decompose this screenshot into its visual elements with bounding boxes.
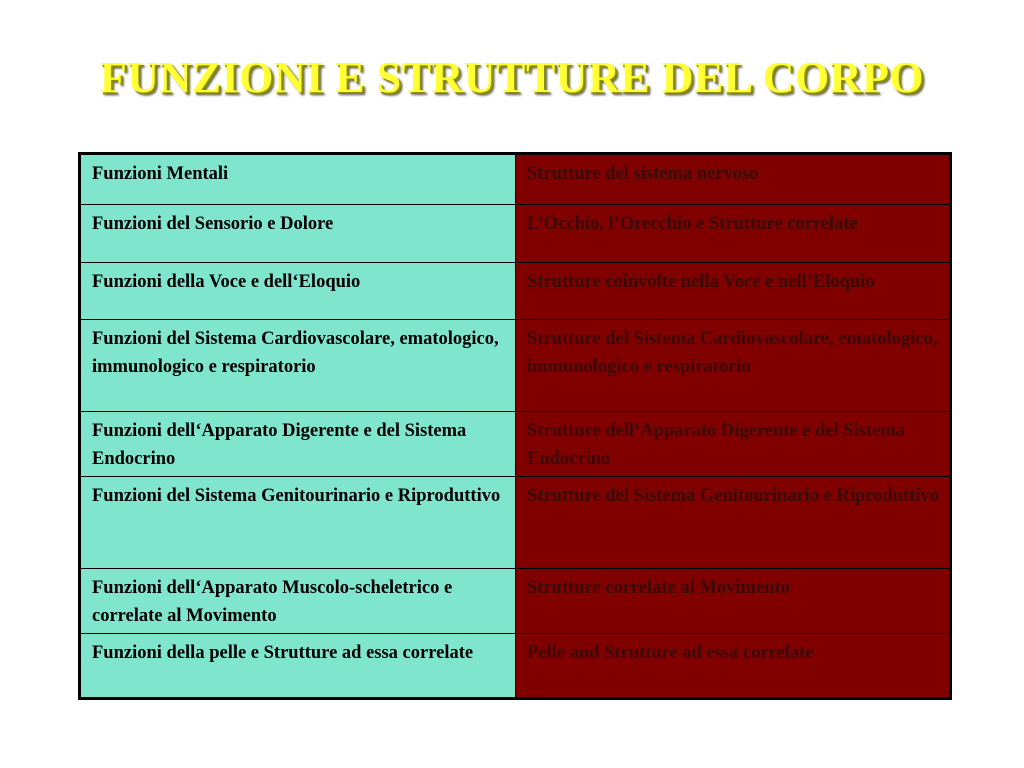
table-row (80, 154, 951, 205)
function-cell: Funzioni della Voce e dell‘Eloquio (80, 263, 516, 320)
function-cell: Funzioni dell‘Apparato Digerente e del Sistema Endocrino (80, 412, 516, 477)
function-cell: Funzioni Mentali (80, 154, 516, 205)
structure-cell: Strutture del sistema nervoso (516, 154, 951, 205)
table-row (80, 477, 951, 569)
function-cell: Funzioni del Sensorio e Dolore (80, 205, 516, 263)
structure-cell: Strutture del Sistema Cardiovascolare, ematologico, immunologico e respiratorio (516, 320, 951, 412)
functions-structures-table (78, 152, 952, 700)
structure-cell: Pelle and Strutture ad essa correlate (516, 634, 951, 699)
structure-cell: Strutture coinvolte nella Voce e nell’Eloquio (516, 263, 951, 320)
table-row (80, 569, 951, 634)
table-row (80, 634, 951, 699)
function-cell: Funzioni della pelle e Strutture ad essa correlate (80, 634, 516, 699)
table-row (80, 320, 951, 412)
structure-cell: Strutture del Sistema Genitourinario e Riproduttivo (516, 477, 951, 569)
slide-title: FUNZIONI E STRUTTURE DEL CORPO (99, 53, 925, 102)
table-row (80, 412, 951, 477)
function-cell: Funzioni dell‘Apparato Muscolo-scheletrico e correlate al Movimento (80, 569, 516, 634)
table-row (80, 263, 951, 320)
structure-cell: L’Occhio, l’Orecchio e Strutture correlate (516, 205, 951, 263)
function-cell: Funzioni del Sistema Genitourinario e Riproduttivo (80, 477, 516, 569)
structure-cell: Strutture dell‘Apparato Digerente e del Sistema Endocrino (516, 412, 951, 477)
table-row (80, 205, 951, 263)
structure-cell: Strutture correlate al Movimento (516, 569, 951, 634)
function-cell: Funzioni del Sistema Cardiovascolare, ematologico, immunologico e respiratorio (80, 320, 516, 412)
